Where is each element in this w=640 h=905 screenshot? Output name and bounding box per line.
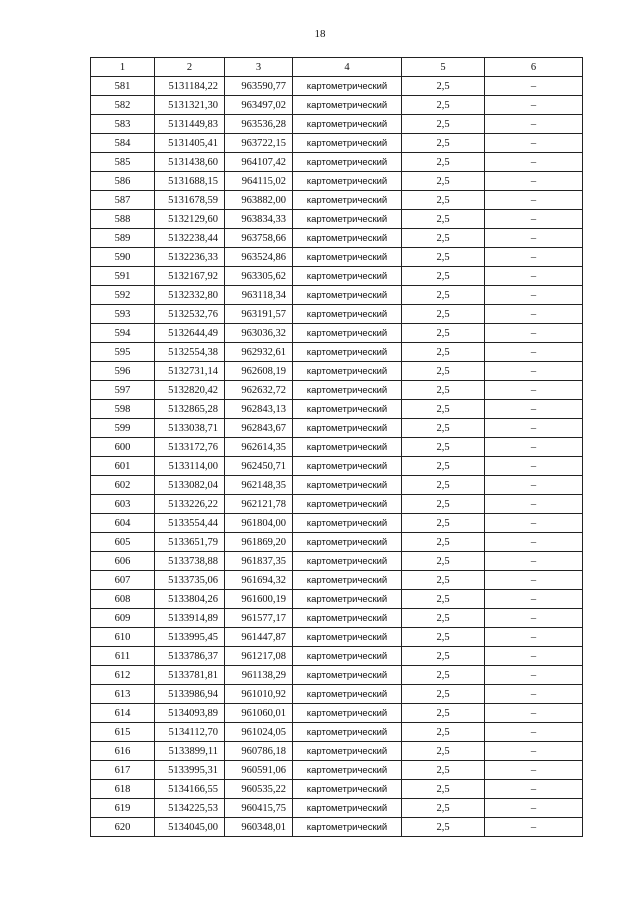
x-coordinate-cell: 5133038,71 bbox=[155, 419, 225, 438]
note-cell: – bbox=[485, 609, 583, 628]
note-cell: – bbox=[485, 704, 583, 723]
point-number-cell: 582 bbox=[91, 96, 155, 115]
table-row bbox=[91, 267, 583, 286]
x-coordinate-cell: 5133172,76 bbox=[155, 438, 225, 457]
table-row bbox=[91, 191, 583, 210]
x-coordinate-cell: 5132129,60 bbox=[155, 210, 225, 229]
table-row bbox=[91, 153, 583, 172]
accuracy-cell: 2,5 bbox=[402, 77, 485, 96]
point-number-cell: 603 bbox=[91, 495, 155, 514]
table-row bbox=[91, 457, 583, 476]
method-cell: картометрический bbox=[293, 248, 402, 267]
table-row bbox=[91, 419, 583, 438]
point-number-cell: 601 bbox=[91, 457, 155, 476]
table-row bbox=[91, 210, 583, 229]
method-cell: картометрический bbox=[293, 324, 402, 343]
accuracy-cell: 2,5 bbox=[402, 818, 485, 837]
method-cell: картометрический bbox=[293, 172, 402, 191]
point-number-cell: 591 bbox=[91, 267, 155, 286]
x-coordinate-cell: 5133995,31 bbox=[155, 761, 225, 780]
x-coordinate-cell: 5131321,30 bbox=[155, 96, 225, 115]
y-coordinate-cell: 962608,19 bbox=[225, 362, 293, 381]
note-cell: – bbox=[485, 495, 583, 514]
note-cell: – bbox=[485, 780, 583, 799]
point-number-cell: 593 bbox=[91, 305, 155, 324]
method-cell: картометрический bbox=[293, 286, 402, 305]
x-coordinate-cell: 5131438,60 bbox=[155, 153, 225, 172]
point-number-cell: 609 bbox=[91, 609, 155, 628]
method-cell: картометрический bbox=[293, 438, 402, 457]
x-coordinate-cell: 5132820,42 bbox=[155, 381, 225, 400]
point-number-cell: 610 bbox=[91, 628, 155, 647]
method-cell: картометрический bbox=[293, 571, 402, 590]
method-cell: картометрический bbox=[293, 609, 402, 628]
note-cell: – bbox=[485, 647, 583, 666]
table-row bbox=[91, 115, 583, 134]
point-number-cell: 587 bbox=[91, 191, 155, 210]
note-cell: – bbox=[485, 248, 583, 267]
y-coordinate-cell: 961869,20 bbox=[225, 533, 293, 552]
method-cell: картометрический bbox=[293, 533, 402, 552]
point-number-cell: 614 bbox=[91, 704, 155, 723]
table-row bbox=[91, 248, 583, 267]
header-col-2: 2 bbox=[155, 58, 225, 77]
method-cell: картометрический bbox=[293, 647, 402, 666]
table-row bbox=[91, 96, 583, 115]
accuracy-cell: 2,5 bbox=[402, 267, 485, 286]
x-coordinate-cell: 5131688,15 bbox=[155, 172, 225, 191]
note-cell: – bbox=[485, 381, 583, 400]
y-coordinate-cell: 962843,67 bbox=[225, 419, 293, 438]
point-number-cell: 584 bbox=[91, 134, 155, 153]
accuracy-cell: 2,5 bbox=[402, 685, 485, 704]
y-coordinate-cell: 963524,86 bbox=[225, 248, 293, 267]
point-number-cell: 615 bbox=[91, 723, 155, 742]
point-number-cell: 595 bbox=[91, 343, 155, 362]
method-cell: картометрический bbox=[293, 628, 402, 647]
y-coordinate-cell: 963497,02 bbox=[225, 96, 293, 115]
table-row bbox=[91, 286, 583, 305]
x-coordinate-cell: 5132238,44 bbox=[155, 229, 225, 248]
method-cell: картометрический bbox=[293, 590, 402, 609]
method-cell: картометрический bbox=[293, 305, 402, 324]
header-col-5: 5 bbox=[402, 58, 485, 77]
y-coordinate-cell: 963305,62 bbox=[225, 267, 293, 286]
note-cell: – bbox=[485, 305, 583, 324]
table-row bbox=[91, 704, 583, 723]
accuracy-cell: 2,5 bbox=[402, 172, 485, 191]
note-cell: – bbox=[485, 343, 583, 362]
point-number-cell: 611 bbox=[91, 647, 155, 666]
method-cell: картометрический bbox=[293, 343, 402, 362]
method-cell: картометрический bbox=[293, 96, 402, 115]
note-cell: – bbox=[485, 514, 583, 533]
x-coordinate-cell: 5134112,70 bbox=[155, 723, 225, 742]
accuracy-cell: 2,5 bbox=[402, 457, 485, 476]
x-coordinate-cell: 5133651,79 bbox=[155, 533, 225, 552]
accuracy-cell: 2,5 bbox=[402, 495, 485, 514]
note-cell: – bbox=[485, 77, 583, 96]
note-cell: – bbox=[485, 267, 583, 286]
accuracy-cell: 2,5 bbox=[402, 666, 485, 685]
method-cell: картометрический bbox=[293, 799, 402, 818]
method-cell: картометрический bbox=[293, 134, 402, 153]
table-row bbox=[91, 400, 583, 419]
method-cell: картометрический bbox=[293, 153, 402, 172]
accuracy-cell: 2,5 bbox=[402, 419, 485, 438]
x-coordinate-cell: 5133786,37 bbox=[155, 647, 225, 666]
note-cell: – bbox=[485, 191, 583, 210]
table-row bbox=[91, 134, 583, 153]
note-cell: – bbox=[485, 742, 583, 761]
point-number-cell: 590 bbox=[91, 248, 155, 267]
point-number-cell: 599 bbox=[91, 419, 155, 438]
accuracy-cell: 2,5 bbox=[402, 780, 485, 799]
table-row bbox=[91, 780, 583, 799]
table-row bbox=[91, 381, 583, 400]
accuracy-cell: 2,5 bbox=[402, 571, 485, 590]
point-number-cell: 608 bbox=[91, 590, 155, 609]
accuracy-cell: 2,5 bbox=[402, 153, 485, 172]
point-number-cell: 581 bbox=[91, 77, 155, 96]
method-cell: картометрический bbox=[293, 267, 402, 286]
method-cell: картометрический bbox=[293, 400, 402, 419]
x-coordinate-cell: 5133995,45 bbox=[155, 628, 225, 647]
x-coordinate-cell: 5131449,83 bbox=[155, 115, 225, 134]
accuracy-cell: 2,5 bbox=[402, 134, 485, 153]
method-cell: картометрический bbox=[293, 552, 402, 571]
point-number-cell: 616 bbox=[91, 742, 155, 761]
x-coordinate-cell: 5133899,11 bbox=[155, 742, 225, 761]
method-cell: картометрический bbox=[293, 191, 402, 210]
note-cell: – bbox=[485, 419, 583, 438]
x-coordinate-cell: 5133554,44 bbox=[155, 514, 225, 533]
method-cell: картометрический bbox=[293, 115, 402, 134]
table-row bbox=[91, 343, 583, 362]
method-cell: картометрический bbox=[293, 457, 402, 476]
accuracy-cell: 2,5 bbox=[402, 115, 485, 134]
table-row bbox=[91, 324, 583, 343]
point-number-cell: 618 bbox=[91, 780, 155, 799]
table-row bbox=[91, 552, 583, 571]
accuracy-cell: 2,5 bbox=[402, 324, 485, 343]
accuracy-cell: 2,5 bbox=[402, 514, 485, 533]
note-cell: – bbox=[485, 134, 583, 153]
y-coordinate-cell: 961447,87 bbox=[225, 628, 293, 647]
x-coordinate-cell: 5132167,92 bbox=[155, 267, 225, 286]
point-number-cell: 619 bbox=[91, 799, 155, 818]
y-coordinate-cell: 962450,71 bbox=[225, 457, 293, 476]
table-header-row bbox=[91, 58, 583, 77]
y-coordinate-cell: 961600,19 bbox=[225, 590, 293, 609]
accuracy-cell: 2,5 bbox=[402, 609, 485, 628]
x-coordinate-cell: 5132332,80 bbox=[155, 286, 225, 305]
accuracy-cell: 2,5 bbox=[402, 723, 485, 742]
y-coordinate-cell: 961010,92 bbox=[225, 685, 293, 704]
point-number-cell: 605 bbox=[91, 533, 155, 552]
coordinates-table bbox=[90, 57, 583, 837]
point-number-cell: 620 bbox=[91, 818, 155, 837]
table-row bbox=[91, 647, 583, 666]
x-coordinate-cell: 5132731,14 bbox=[155, 362, 225, 381]
note-cell: – bbox=[485, 324, 583, 343]
accuracy-cell: 2,5 bbox=[402, 533, 485, 552]
table-row bbox=[91, 685, 583, 704]
y-coordinate-cell: 961217,08 bbox=[225, 647, 293, 666]
y-coordinate-cell: 962148,35 bbox=[225, 476, 293, 495]
method-cell: картометрический bbox=[293, 476, 402, 495]
y-coordinate-cell: 962843,13 bbox=[225, 400, 293, 419]
x-coordinate-cell: 5133986,94 bbox=[155, 685, 225, 704]
accuracy-cell: 2,5 bbox=[402, 343, 485, 362]
y-coordinate-cell: 961138,29 bbox=[225, 666, 293, 685]
table-row bbox=[91, 172, 583, 191]
table-row bbox=[91, 609, 583, 628]
y-coordinate-cell: 963191,57 bbox=[225, 305, 293, 324]
note-cell: – bbox=[485, 818, 583, 837]
method-cell: картометрический bbox=[293, 780, 402, 799]
accuracy-cell: 2,5 bbox=[402, 761, 485, 780]
point-number-cell: 613 bbox=[91, 685, 155, 704]
x-coordinate-cell: 5133114,00 bbox=[155, 457, 225, 476]
note-cell: – bbox=[485, 552, 583, 571]
method-cell: картометрический bbox=[293, 381, 402, 400]
point-number-cell: 586 bbox=[91, 172, 155, 191]
point-number-cell: 589 bbox=[91, 229, 155, 248]
x-coordinate-cell: 5132644,49 bbox=[155, 324, 225, 343]
header-col-3: 3 bbox=[225, 58, 293, 77]
note-cell: – bbox=[485, 457, 583, 476]
note-cell: – bbox=[485, 115, 583, 134]
note-cell: – bbox=[485, 799, 583, 818]
y-coordinate-cell: 964107,42 bbox=[225, 153, 293, 172]
table-row bbox=[91, 818, 583, 837]
table-row bbox=[91, 229, 583, 248]
y-coordinate-cell: 961804,00 bbox=[225, 514, 293, 533]
note-cell: – bbox=[485, 362, 583, 381]
accuracy-cell: 2,5 bbox=[402, 191, 485, 210]
header-col-6: 6 bbox=[485, 58, 583, 77]
table-row bbox=[91, 514, 583, 533]
x-coordinate-cell: 5133781,81 bbox=[155, 666, 225, 685]
method-cell: картометрический bbox=[293, 761, 402, 780]
y-coordinate-cell: 960535,22 bbox=[225, 780, 293, 799]
y-coordinate-cell: 964115,02 bbox=[225, 172, 293, 191]
y-coordinate-cell: 961694,32 bbox=[225, 571, 293, 590]
y-coordinate-cell: 963722,15 bbox=[225, 134, 293, 153]
page-number: 18 bbox=[314, 28, 326, 40]
note-cell: – bbox=[485, 571, 583, 590]
y-coordinate-cell: 961060,01 bbox=[225, 704, 293, 723]
table-row bbox=[91, 571, 583, 590]
y-coordinate-cell: 963536,28 bbox=[225, 115, 293, 134]
x-coordinate-cell: 5134225,53 bbox=[155, 799, 225, 818]
table-row bbox=[91, 362, 583, 381]
header-col-1: 1 bbox=[91, 58, 155, 77]
note-cell: – bbox=[485, 210, 583, 229]
table-row bbox=[91, 495, 583, 514]
y-coordinate-cell: 963882,00 bbox=[225, 191, 293, 210]
method-cell: картометрический bbox=[293, 419, 402, 438]
y-coordinate-cell: 960591,06 bbox=[225, 761, 293, 780]
accuracy-cell: 2,5 bbox=[402, 647, 485, 666]
accuracy-cell: 2,5 bbox=[402, 381, 485, 400]
y-coordinate-cell: 962632,72 bbox=[225, 381, 293, 400]
x-coordinate-cell: 5131678,59 bbox=[155, 191, 225, 210]
table-row bbox=[91, 666, 583, 685]
y-coordinate-cell: 962121,78 bbox=[225, 495, 293, 514]
table-row bbox=[91, 438, 583, 457]
note-cell: – bbox=[485, 438, 583, 457]
method-cell: картометрический bbox=[293, 685, 402, 704]
accuracy-cell: 2,5 bbox=[402, 400, 485, 419]
y-coordinate-cell: 960348,01 bbox=[225, 818, 293, 837]
x-coordinate-cell: 5133738,88 bbox=[155, 552, 225, 571]
point-number-cell: 607 bbox=[91, 571, 155, 590]
method-cell: картометрический bbox=[293, 362, 402, 381]
point-number-cell: 598 bbox=[91, 400, 155, 419]
table-row bbox=[91, 590, 583, 609]
x-coordinate-cell: 5133082,04 bbox=[155, 476, 225, 495]
note-cell: – bbox=[485, 286, 583, 305]
accuracy-cell: 2,5 bbox=[402, 229, 485, 248]
y-coordinate-cell: 960415,75 bbox=[225, 799, 293, 818]
y-coordinate-cell: 960786,18 bbox=[225, 742, 293, 761]
x-coordinate-cell: 5134045,00 bbox=[155, 818, 225, 837]
x-coordinate-cell: 5132532,76 bbox=[155, 305, 225, 324]
x-coordinate-cell: 5133226,22 bbox=[155, 495, 225, 514]
accuracy-cell: 2,5 bbox=[402, 742, 485, 761]
table-row bbox=[91, 305, 583, 324]
note-cell: – bbox=[485, 400, 583, 419]
point-number-cell: 588 bbox=[91, 210, 155, 229]
point-number-cell: 612 bbox=[91, 666, 155, 685]
note-cell: – bbox=[485, 590, 583, 609]
table-row bbox=[91, 533, 583, 552]
x-coordinate-cell: 5133914,89 bbox=[155, 609, 225, 628]
x-coordinate-cell: 5132236,33 bbox=[155, 248, 225, 267]
note-cell: – bbox=[485, 96, 583, 115]
note-cell: – bbox=[485, 761, 583, 780]
note-cell: – bbox=[485, 685, 583, 704]
y-coordinate-cell: 963036,32 bbox=[225, 324, 293, 343]
method-cell: картометрический bbox=[293, 210, 402, 229]
method-cell: картометрический bbox=[293, 514, 402, 533]
note-cell: – bbox=[485, 229, 583, 248]
note-cell: – bbox=[485, 628, 583, 647]
note-cell: – bbox=[485, 533, 583, 552]
accuracy-cell: 2,5 bbox=[402, 286, 485, 305]
method-cell: картометрический bbox=[293, 723, 402, 742]
note-cell: – bbox=[485, 723, 583, 742]
x-coordinate-cell: 5131405,41 bbox=[155, 134, 225, 153]
accuracy-cell: 2,5 bbox=[402, 210, 485, 229]
note-cell: – bbox=[485, 172, 583, 191]
point-number-cell: 585 bbox=[91, 153, 155, 172]
y-coordinate-cell: 963834,33 bbox=[225, 210, 293, 229]
accuracy-cell: 2,5 bbox=[402, 704, 485, 723]
x-coordinate-cell: 5132865,28 bbox=[155, 400, 225, 419]
x-coordinate-cell: 5133735,06 bbox=[155, 571, 225, 590]
y-coordinate-cell: 962614,35 bbox=[225, 438, 293, 457]
point-number-cell: 597 bbox=[91, 381, 155, 400]
x-coordinate-cell: 5132554,38 bbox=[155, 343, 225, 362]
header-col-4: 4 bbox=[293, 58, 402, 77]
table-row bbox=[91, 476, 583, 495]
point-number-cell: 592 bbox=[91, 286, 155, 305]
accuracy-cell: 2,5 bbox=[402, 438, 485, 457]
accuracy-cell: 2,5 bbox=[402, 248, 485, 267]
y-coordinate-cell: 961837,35 bbox=[225, 552, 293, 571]
accuracy-cell: 2,5 bbox=[402, 628, 485, 647]
point-number-cell: 604 bbox=[91, 514, 155, 533]
method-cell: картометрический bbox=[293, 77, 402, 96]
y-coordinate-cell: 962932,61 bbox=[225, 343, 293, 362]
method-cell: картометрический bbox=[293, 704, 402, 723]
x-coordinate-cell: 5134166,55 bbox=[155, 780, 225, 799]
accuracy-cell: 2,5 bbox=[402, 476, 485, 495]
accuracy-cell: 2,5 bbox=[402, 552, 485, 571]
y-coordinate-cell: 963590,77 bbox=[225, 77, 293, 96]
method-cell: картометрический bbox=[293, 742, 402, 761]
point-number-cell: 583 bbox=[91, 115, 155, 134]
point-number-cell: 602 bbox=[91, 476, 155, 495]
x-coordinate-cell: 5133804,26 bbox=[155, 590, 225, 609]
y-coordinate-cell: 963118,34 bbox=[225, 286, 293, 305]
table-row bbox=[91, 799, 583, 818]
table-row bbox=[91, 761, 583, 780]
accuracy-cell: 2,5 bbox=[402, 96, 485, 115]
y-coordinate-cell: 961024,05 bbox=[225, 723, 293, 742]
method-cell: картометрический bbox=[293, 229, 402, 248]
accuracy-cell: 2,5 bbox=[402, 799, 485, 818]
point-number-cell: 596 bbox=[91, 362, 155, 381]
accuracy-cell: 2,5 bbox=[402, 305, 485, 324]
note-cell: – bbox=[485, 666, 583, 685]
accuracy-cell: 2,5 bbox=[402, 362, 485, 381]
method-cell: картометрический bbox=[293, 818, 402, 837]
table-row bbox=[91, 742, 583, 761]
table-row bbox=[91, 723, 583, 742]
table-row bbox=[91, 77, 583, 96]
y-coordinate-cell: 961577,17 bbox=[225, 609, 293, 628]
accuracy-cell: 2,5 bbox=[402, 590, 485, 609]
method-cell: картометрический bbox=[293, 666, 402, 685]
x-coordinate-cell: 5131184,22 bbox=[155, 77, 225, 96]
note-cell: – bbox=[485, 153, 583, 172]
point-number-cell: 617 bbox=[91, 761, 155, 780]
x-coordinate-cell: 5134093,89 bbox=[155, 704, 225, 723]
y-coordinate-cell: 963758,66 bbox=[225, 229, 293, 248]
point-number-cell: 606 bbox=[91, 552, 155, 571]
point-number-cell: 594 bbox=[91, 324, 155, 343]
method-cell: картометрический bbox=[293, 495, 402, 514]
point-number-cell: 600 bbox=[91, 438, 155, 457]
table-row bbox=[91, 628, 583, 647]
note-cell: – bbox=[485, 476, 583, 495]
table-body bbox=[91, 77, 583, 837]
